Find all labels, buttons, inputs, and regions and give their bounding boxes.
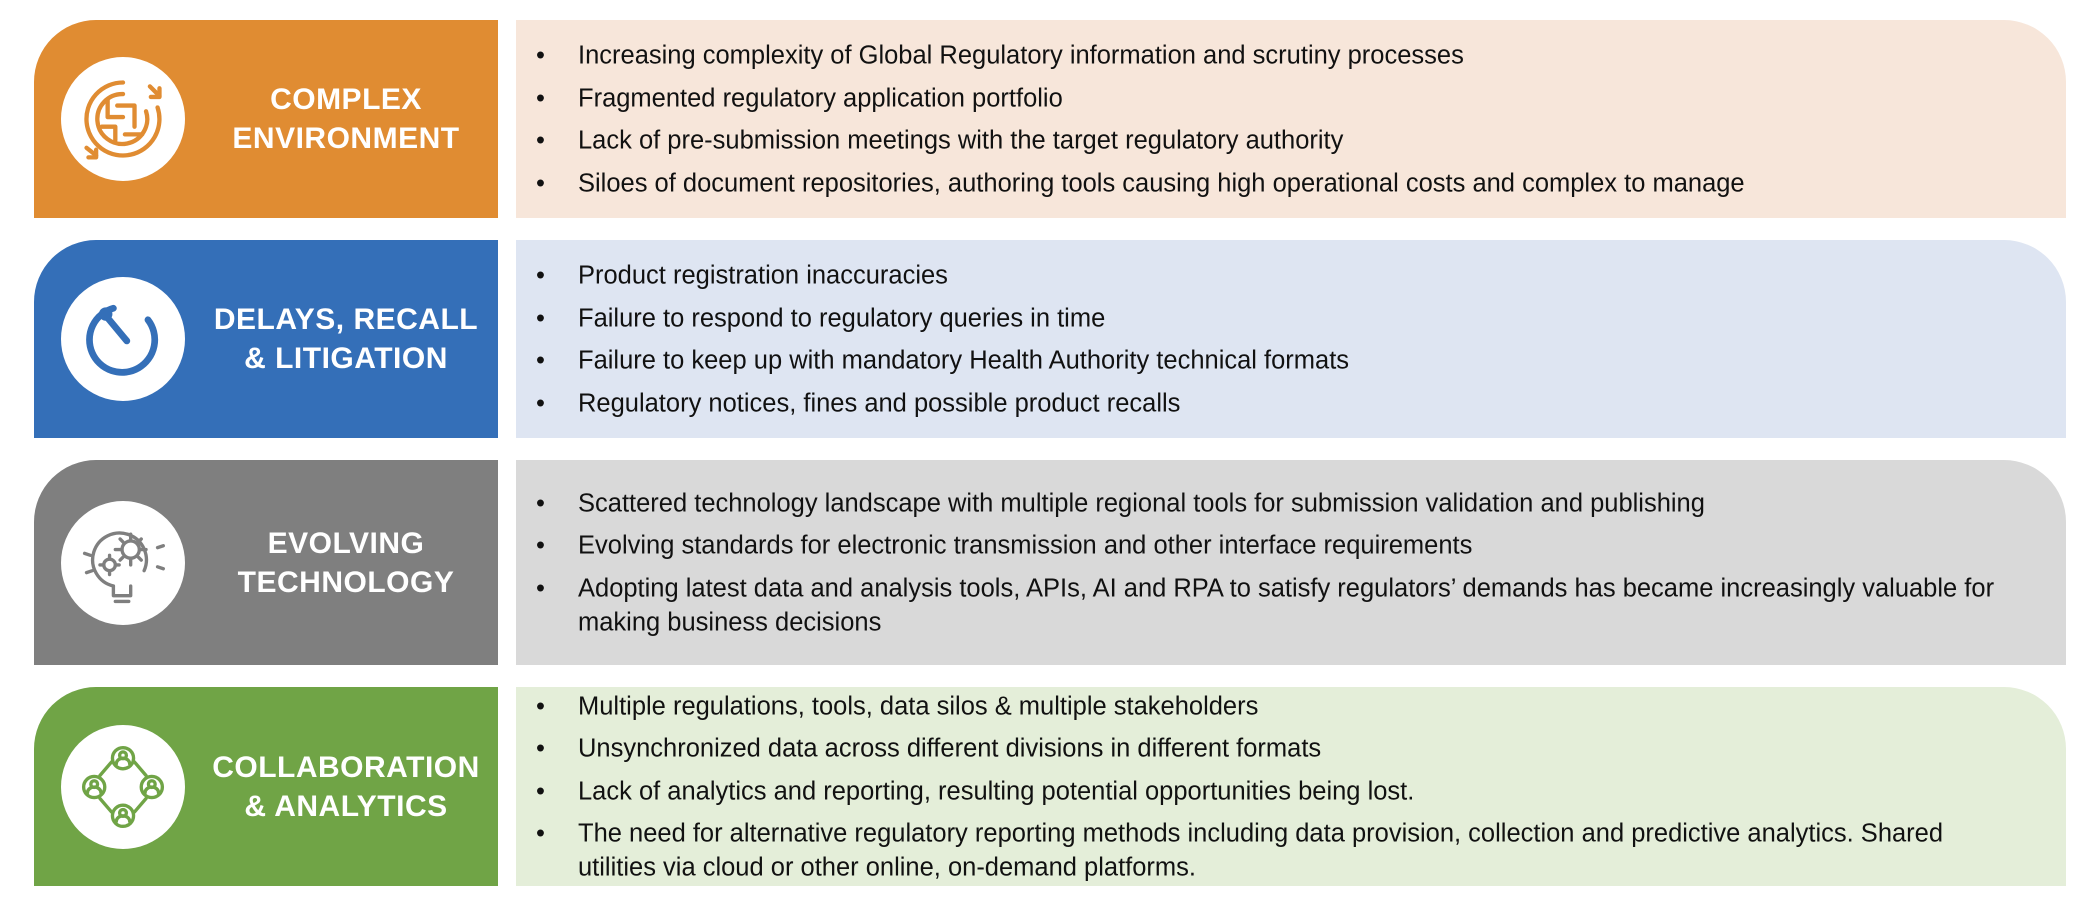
title-line: DELAYS, RECALL: [213, 303, 479, 336]
bullet-item: • Siloes of document repositories, authoring tools causing high operational costs and complex to manage: [536, 168, 1745, 197]
bullet-item: • Unsynchronized data across different divisions in different formats: [536, 734, 1322, 763]
title-line: EVOLVING: [267, 526, 425, 560]
collab-title: [194, 748, 498, 826]
row-evolving-technology: [34, 460, 2066, 665]
bullet-item: • Increasing complexity of Global Regulatory information and scrutiny processes: [536, 41, 1464, 70]
title-line: COMPLEX: [270, 83, 422, 116]
bullet-item: • Evolving standards for electronic transmission and other interface requirements: [536, 531, 1473, 560]
title-line: & ANALYTICS: [244, 789, 448, 823]
timer-icon-circle: [61, 277, 185, 401]
maze-icon-circle: [61, 57, 185, 181]
people-network-icon-circle: [61, 725, 185, 849]
title-line: ENVIRONMENT: [232, 122, 460, 155]
complex-environment-content: [516, 20, 2066, 218]
title-line: & LITIGATION: [244, 342, 448, 375]
bullet-list: [516, 689, 2006, 885]
bullet-list: [516, 38, 2006, 200]
bullet-item: • Failure to keep up with mandatory Health Authority technical formats: [536, 346, 1350, 375]
row-complex-environment: [34, 20, 2066, 218]
bullet-item: • Adopting latest data and analysis tools, APIs, AI and RPA to satisfy regulators’ demands has became increasingly valuable for making business decisions: [536, 574, 1995, 636]
people-network-icon: [75, 739, 171, 835]
bullet-item: • Failure to respond to regulatory queries in time: [536, 303, 1106, 332]
title-line: TECHNOLOGY: [237, 565, 455, 599]
collab-content: [516, 687, 2066, 886]
collab-label-box: [34, 687, 498, 886]
complex-environment-title: [194, 80, 498, 158]
evolving-content: [516, 460, 2066, 665]
delays-content: [516, 240, 2066, 438]
timer-icon: [75, 291, 171, 387]
bullet-item: • The need for alternative regulatory reporting methods including data provision, collection and predictive analytics. Shared utilities via cloud or other online, on-demand platforms.: [536, 819, 1944, 882]
evolving-label-box: [34, 460, 498, 665]
delays-label-box: [34, 240, 498, 438]
evolving-title: [194, 524, 498, 602]
lightbulb-gear-icon: [75, 515, 171, 611]
bullet-item: • Product registration inaccuracies: [536, 261, 948, 290]
lightbulb-gear-icon-circle: [61, 501, 185, 625]
bullet-item: • Multiple regulations, tools, data silos & multiple stakeholders: [536, 691, 1259, 720]
bullet-item: • Lack of analytics and reporting, resulting potential opportunities being lost.: [536, 776, 1415, 805]
title-line: COLLABORATION: [212, 750, 480, 784]
complex-environment-label-box: [34, 20, 498, 218]
bullet-item: • Scattered technology landscape with multiple regional tools for submission validation and publishing: [536, 489, 1705, 517]
bullet-list: [516, 486, 2006, 639]
bullet-item: • Regulatory notices, fines and possible product recalls: [536, 388, 1181, 417]
row-delays-recall-litigation: [34, 240, 2066, 438]
row-collaboration-analytics: [34, 687, 2066, 886]
bullet-list: [516, 258, 2006, 420]
maze-icon: [75, 71, 171, 167]
delays-title: [194, 300, 498, 378]
bullet-item: • Lack of pre-submission meetings with the target regulatory authority: [536, 126, 1344, 155]
bullet-item: • Fragmented regulatory application portfolio: [536, 83, 1063, 112]
